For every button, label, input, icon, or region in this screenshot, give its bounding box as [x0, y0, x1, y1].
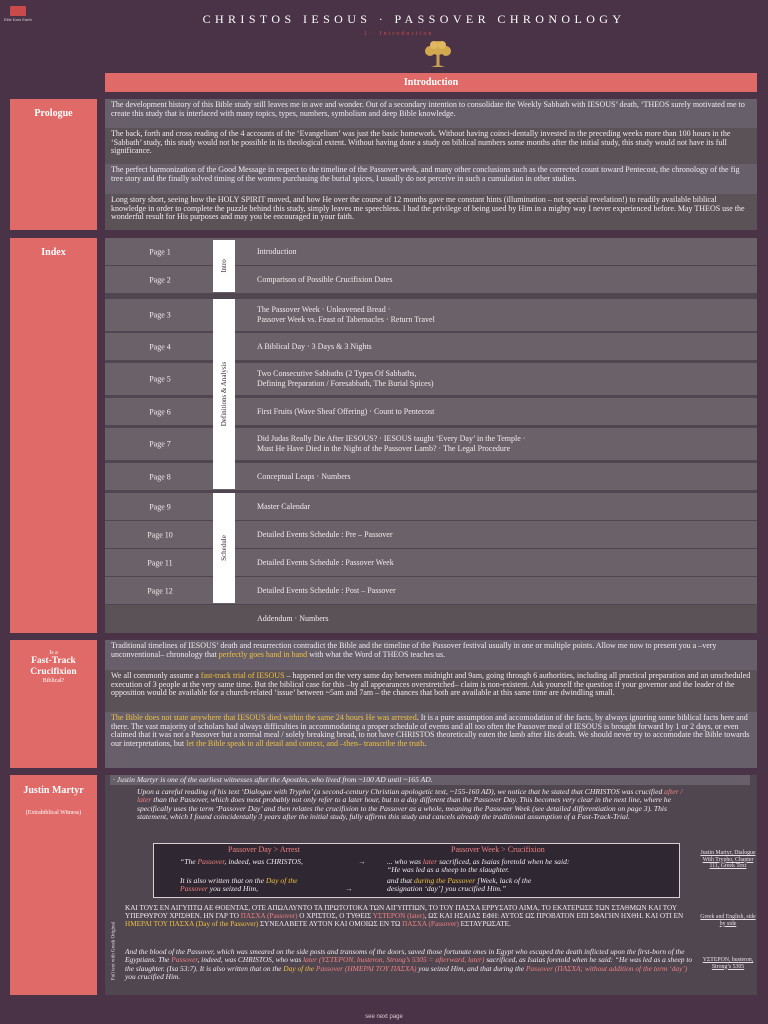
index-group-definitions: Definitions & Analysis — [213, 299, 235, 489]
footer-note: see next page — [365, 1014, 403, 1020]
quote-header-right: Passover Week > Crucifixion — [451, 845, 545, 854]
source-note[interactable]: Greek and English, side by side — [700, 914, 756, 927]
header — [0, 0, 768, 62]
justin-intro: · Justin Martyr is one of the earliest witnesses after the Apostles, who lived from ~100 AD until ~165 AD. — [110, 775, 750, 785]
arrow-icon: → — [345, 884, 353, 893]
index-row[interactable]: Page 4 A Biblical Day · 3 Days & 3 Nights — [105, 333, 757, 360]
index-row[interactable]: Page 6 First Fruits (Wave Sheaf Offering) · Count to Pentecost — [105, 398, 757, 425]
page-subtitle: I · Introduction — [364, 31, 434, 37]
index-label: Index — [10, 238, 97, 633]
justin-paragraph: Upon a careful reading of his text ‘Dialogue with Trypho’ (a second-century Christian apologetic text, ~155-160 AD), we notice that he stated that CHRISTOS was crucified after / later than the Passover, which does most probably not only refer to a later hour, but to a day different than the Passover Day. This becomes very clear in the next line, where he specifically uses the term ‘Passover Day’ and then relates the crucifixion to the Passover as a whole, meaning the Passover Week (see detailed differentiation on page 3). This statement, which I found coincidentally 3 years after the initial study, fully affirms this study and cancels already the traditional assumption of a Fast-Track-Trial. — [137, 787, 683, 822]
arrow-icon: → — [358, 857, 366, 866]
prologue-paragraph: Long story short, seeing how the HOLY SPIRIT moved, and how He over the course of 12 months gave me constant hints (illumination – not special revelation!) to readily available biblical knowledge in order to complete the puzzle behind this study, simply leaves me speechless. I had the privilege of being used by Him in a mighty way I never experienced before. May THEOS use the wonderful result for His purposes and may you be encouraged in your faith. — [105, 194, 757, 230]
index-row[interactable]: Page 10 Detailed Events Schedule : Pre – Passover — [105, 521, 757, 548]
quote-left: “The Passover, indeed, was CHRISTOS, — [180, 857, 303, 866]
index-row[interactable]: Page 8 Conceptual Leaps · Numbers — [105, 463, 757, 490]
prologue-label: Prologue — [10, 99, 97, 230]
fast-track-paragraph: The Bible does not state anywhere that IESOUS died within the same 24 hours He was arrested. It is a pure assumption and accomodation of the facts, by always ignoring some biblical facts here and there. The vast majority of scholars had always difficulties in accommodating a proper schedule of events and all too often the Passover meal of IESOUS is brought forward by 1 or 2 days, or even claimed that it was not a Passover but a normal meal / solely breaking bread, to not have CHRISTOS theoretically eaten the lamb after His death. We should never try to accomodate the Bible towards our interpretations, but let the Bible speak in all detail and context, and –then– transcribe the truth. — [105, 712, 757, 768]
index-row[interactable]: Page 1 Introduction — [105, 238, 757, 265]
quote-right: and that during the Passover [Week, lack of the designation ‘day’] you crucified Him.” — [387, 876, 532, 894]
logo-text: Elite Ears Earth — [4, 17, 32, 22]
greek-original-label: Full text with Greek Original — [111, 921, 117, 980]
section-banner: Introduction — [105, 73, 757, 92]
greek-text: ΚΑΙ ΤΟΥΣ ΕΝ ΑΙΓΥΠΤΩ ΑΕ ΘΟΕΝΤΑΣ, ΟΤΕ ΑΠΩΛΛΥΝΤΟ ΤΑ ΠΡΩΤΟΤΟΚΑ ΤΩΝ ΑΙΓΥΠΤΙΩΝ, ΤΟ ΤΟΥ ΠΑΣΧΑ ΕΡΡΥΣΑΤΟ ΑΙΜΑ, ΤΟ ΕΚΑΤΕΡΩΣΕ ΤΩΝ ΣΤΑΘΜΩΝ ΚΑΙ ΤΟΥ ΥΠΕΡΘΥΡΟΥ ΧΡΙΣΘΕΝ. ΗΝ ΓΑΡ ΤΟ ΠΑΣΧΑ (Passover) Ο ΧΡΙΣΤΟΣ, Ο ΤΥΘΕΙΣ ΥΣΤΕΡΟΝ (later), ΩΣ ΚΑΙ ΗΣΑΙΑΣ ΕΦΗ: ΑΥΤΟΣ ΩΣ ΠΡΟΒΑΤΟΝ ΕΠΙ ΣΦΑΓΗΝ ΗΧΘΗ. ΚΑΙ ΟΤΙ ΕΝ ΗΜΕΡΑΙ ΤΟΥ ΠΑΣΧΑ (Day of the Passover) ΣΥΝΕΛΑΒΕΤΕ ΑΥΤΟΝ ΚΑΙ ΟΜΟΙΩΣ ΕΝ ΤΩ ΠΑΣΧΑ (Passover) ΕΣΤΑΥΡΩΣΑΤΕ. — [125, 904, 684, 929]
fast-track-label: Is a Fast-Track Crucifixion Biblical? — [10, 640, 97, 768]
quote-left: It is also written that on the Day of the Passover you seized Him, — [180, 876, 298, 894]
index-row[interactable]: Page 3 The Passover Week · Unleavened Bread · Passover Week vs. Feast of Tabernacles · Return Travel — [105, 299, 757, 331]
index-group-schedule: Schedule — [213, 493, 235, 603]
quote-right: ... who was later sacrificed, as Isaias foretold when he said: “He was led as a sheep to the slaughter. — [387, 857, 570, 875]
page-title: CHRISTOS IESOUS · PASSOVER CHRONOLOGY — [202, 12, 626, 26]
english-text: And the blood of the Passover, which was smeared on the side posts and transoms of the doors, saved those fortunate ones in Egypt who escaped the death inflicted upon the first-born of the Egyptians. The Passover, indeed, was CHRISTOS, who was later (ΥΣΤΕΡΟΝ, husteron, Strong’s 5305 = afterward, later) sacrificed, as Isaias foretold when he said: “He was led as a sheep to the slaughter. (Isa 53:7). It is also written that on the Day of the Passover (ΗΜΕΡΑΙ ΤΟΥ ΠΑΣΧΑ) you seized Him, and that during the Passover (ΠΑΣΧΑ; without addition of the term ‘day’) you crucified Him. — [125, 947, 693, 982]
index-row[interactable]: Page 7 Did Judas Really Die After IESOUS? · IESOUS taught ‘Every Day’ in the Temple · Must He Have Died in the Night of the Passover Lamb? · The Legal Procedure — [105, 428, 757, 460]
justin-label: Justin Martyr (Extrabiblical Witness) — [10, 775, 97, 995]
index-group-intro: Intro — [213, 240, 235, 292]
prologue-paragraph: The back, forth and cross reading of the 4 accounts of the ‘Evangelium’ was just the basic homework. Without having coinci-dentally invested in the preceding weeks more than 100 hours in the ‘Sabbath’ study, this study would not be possible in its theological extent. Without having done a study on biblical numbers some months after the initial study, this study would not have its full significance. — [105, 128, 757, 164]
index-row[interactable]: Page 5 Two Consecutive Sabbaths (2 Types Of Sabbaths, Defining Preparation / Foresabbath, The Burial Spices) — [105, 363, 757, 395]
tree-icon — [420, 38, 456, 68]
index-row[interactable]: Page 2 Comparison of Possible Crucifixion Dates — [105, 266, 757, 293]
source-note[interactable]: ΥΣΤΕΡΟΝ, husteron, Strong’s 5305 — [702, 957, 754, 970]
fast-track-paragraph: Traditional timelines of IESOUS’ death and resurrection contradict the Bible and the timeline of the Passover festival usually in one or multiple points. Allow me now to present you a –very unconventional– chronology that perfectly goes hand in hand with what the Word of THEOS teaches us. — [105, 640, 757, 670]
prologue-paragraph: The development history of this Bible study still leaves me in awe and wonder. Out of a secondary intention to consolidate the Weekly Sabbath with IESOUS’ death, ‘THEOS surely motivated me to create this study that is interlaced with many topics, types, numbers, symbolism and deep Bible knowledge. — [105, 99, 757, 128]
quote-header-left: Passover Day > Arrest — [228, 845, 300, 854]
prologue-paragraph: The perfect harmonization of the Good Message in respect to the timeline of the Passover week, and many other conclusions such as the corrected count toward Pentecost, the chronology of the fig tree story and the finally solved timing of the women purchasing the burial spices, I usually do not perceive in such a cumulation in other studies. — [105, 164, 757, 194]
index-row[interactable]: Addendum · Numbers — [105, 605, 757, 633]
source-note[interactable]: Justin Martyr, Dialogue With Trypho, Chapter 111, Greek Text — [700, 850, 756, 869]
index-row[interactable]: Page 12 Detailed Events Schedule : Post – Passover — [105, 577, 757, 604]
fast-track-paragraph: We all commonly assume a fast-track trial of IESOUS – happened on the very same day between midnight and 9am, going through 6 authorities, including all practical preparation and an unscheduled execution of 3 people at the very same time. But the biblical case for this –by all appearances overstretched– claim is non-existent. Ask yourself the question if your governor and the leader of the opposition would be available for a church-related ‘issue’ between ~5am and 7am – the chances that both are available at this same time are dwindling small. — [105, 670, 757, 712]
index-row[interactable]: Page 11 Detailed Events Schedule : Passover Week — [105, 549, 757, 576]
index-row[interactable]: Page 9 Master Calendar — [105, 493, 757, 520]
